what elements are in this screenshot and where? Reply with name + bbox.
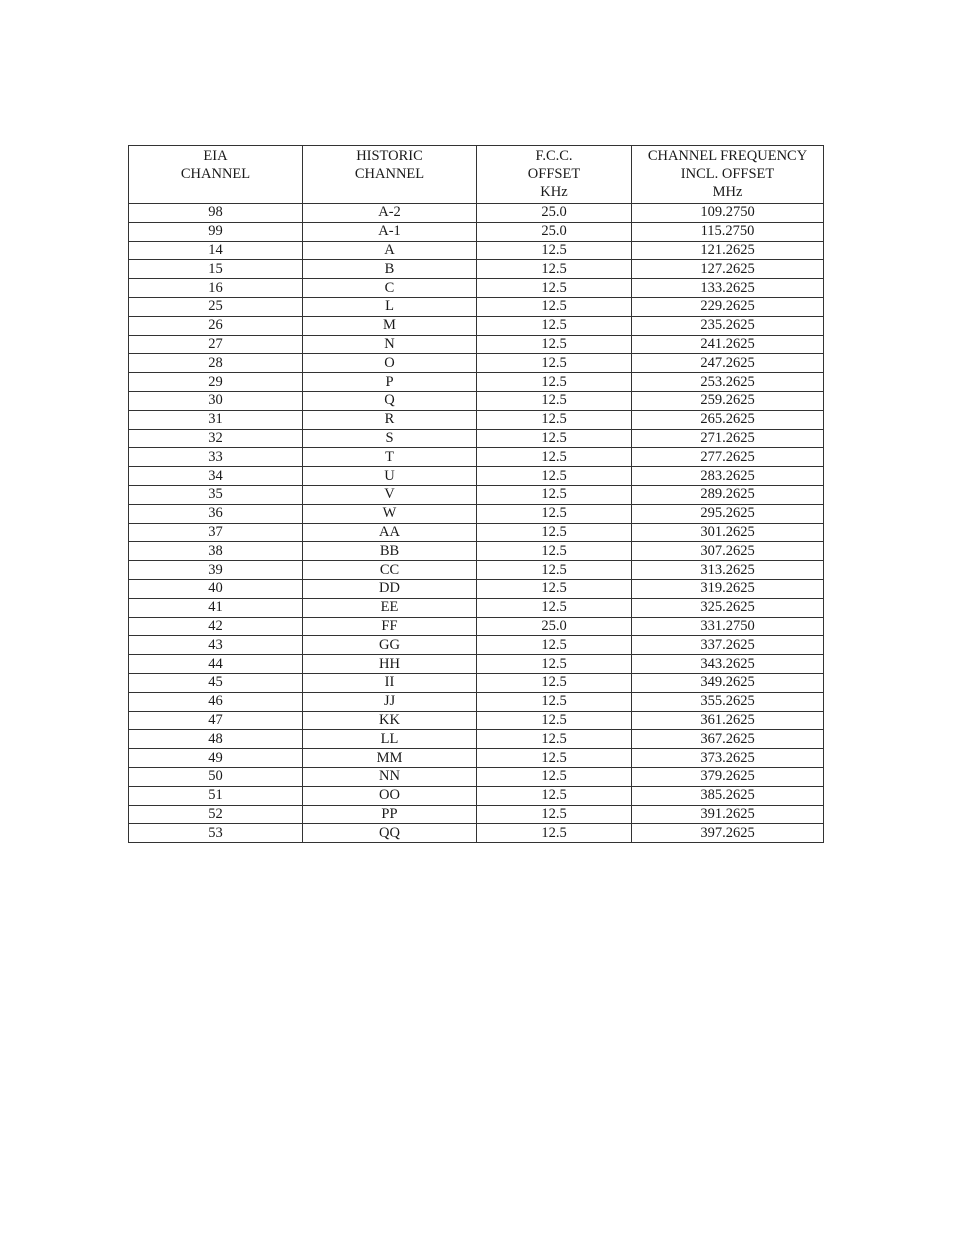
eia-channel-cell: 42 xyxy=(129,617,303,636)
historic-channel-cell: A-1 xyxy=(303,222,477,241)
table-row xyxy=(129,561,824,580)
historic-channel-cell: V xyxy=(303,485,477,504)
table-row xyxy=(129,391,824,410)
historic-channel-cell: S xyxy=(303,429,477,448)
fcc-offset-cell: 12.5 xyxy=(477,805,632,824)
table-header xyxy=(129,146,824,204)
header-line: KHz xyxy=(540,184,568,200)
fcc-offset-cell: 12.5 xyxy=(477,749,632,768)
fcc-offset-cell: 12.5 xyxy=(477,297,632,316)
frequency-cell: 313.2625 xyxy=(632,561,824,580)
historic-channel-cell: W xyxy=(303,504,477,523)
frequency-cell: 277.2625 xyxy=(632,448,824,467)
frequency-cell: 229.2625 xyxy=(632,297,824,316)
historic-channel-cell: C xyxy=(303,279,477,298)
table-row xyxy=(129,749,824,768)
fcc-offset-cell: 12.5 xyxy=(477,673,632,692)
historic-channel-cell: L xyxy=(303,297,477,316)
frequency-cell: 265.2625 xyxy=(632,410,824,429)
frequency-cell: 115.2750 xyxy=(632,222,824,241)
header-line: F.C.C. xyxy=(535,148,573,164)
eia-channel-cell: 27 xyxy=(129,335,303,354)
eia-channel-cell: 29 xyxy=(129,373,303,392)
historic-channel-cell: JJ xyxy=(303,692,477,711)
channel-frequency-table xyxy=(128,145,824,843)
eia-channel-cell: 37 xyxy=(129,523,303,542)
frequency-cell: 373.2625 xyxy=(632,749,824,768)
fcc-offset-cell: 12.5 xyxy=(477,335,632,354)
fcc-offset-cell: 12.5 xyxy=(477,655,632,674)
eia-channel-cell: 99 xyxy=(129,222,303,241)
table-row xyxy=(129,354,824,373)
historic-channel-cell: GG xyxy=(303,636,477,655)
historic-channel-cell: Q xyxy=(303,391,477,410)
eia-channel-cell: 48 xyxy=(129,730,303,749)
fcc-offset-cell: 12.5 xyxy=(477,260,632,279)
fcc-offset-cell: 12.5 xyxy=(477,730,632,749)
table-row xyxy=(129,655,824,674)
header-line: CHANNEL xyxy=(180,166,251,182)
table-row xyxy=(129,579,824,598)
eia-channel-cell: 16 xyxy=(129,279,303,298)
fcc-offset-cell: 12.5 xyxy=(477,429,632,448)
frequency-cell: 271.2625 xyxy=(632,429,824,448)
historic-channel-cell: DD xyxy=(303,579,477,598)
eia-channel-cell: 52 xyxy=(129,805,303,824)
fcc-offset-cell: 12.5 xyxy=(477,579,632,598)
header-line: MHz xyxy=(712,184,743,200)
historic-channel-cell: N xyxy=(303,335,477,354)
eia-channel-cell: 31 xyxy=(129,410,303,429)
table-row xyxy=(129,805,824,824)
eia-channel-cell: 45 xyxy=(129,673,303,692)
table-row xyxy=(129,335,824,354)
historic-channel-header xyxy=(303,146,477,204)
frequency-cell: 121.2625 xyxy=(632,241,824,260)
fcc-offset-cell: 12.5 xyxy=(477,504,632,523)
table-row xyxy=(129,485,824,504)
historic-channel-cell: EE xyxy=(303,598,477,617)
eia-channel-cell: 25 xyxy=(129,297,303,316)
fcc-offset-cell: 25.0 xyxy=(477,617,632,636)
frequency-cell: 319.2625 xyxy=(632,579,824,598)
table-row xyxy=(129,542,824,561)
historic-channel-cell: QQ xyxy=(303,824,477,843)
fcc-offset-cell: 12.5 xyxy=(477,373,632,392)
frequency-cell: 253.2625 xyxy=(632,373,824,392)
eia-channel-cell: 36 xyxy=(129,504,303,523)
fcc-offset-cell: 12.5 xyxy=(477,711,632,730)
fcc-offset-cell: 12.5 xyxy=(477,767,632,786)
frequency-cell: 295.2625 xyxy=(632,504,824,523)
fcc-offset-cell: 12.5 xyxy=(477,692,632,711)
table-row xyxy=(129,373,824,392)
historic-channel-cell: NN xyxy=(303,767,477,786)
eia-channel-cell: 43 xyxy=(129,636,303,655)
fcc-offset-cell: 12.5 xyxy=(477,561,632,580)
fcc-offset-cell: 25.0 xyxy=(477,204,632,223)
historic-channel-cell: T xyxy=(303,448,477,467)
eia-channel-cell: 28 xyxy=(129,354,303,373)
frequency-cell: 133.2625 xyxy=(632,279,824,298)
frequency-cell: 289.2625 xyxy=(632,485,824,504)
fcc-offset-cell: 12.5 xyxy=(477,279,632,298)
table-row xyxy=(129,279,824,298)
table-row xyxy=(129,467,824,486)
fcc-offset-cell: 12.5 xyxy=(477,410,632,429)
eia-channel-cell: 34 xyxy=(129,467,303,486)
table-row xyxy=(129,692,824,711)
eia-channel-cell: 51 xyxy=(129,786,303,805)
table-row xyxy=(129,786,824,805)
frequency-cell: 301.2625 xyxy=(632,523,824,542)
table-row xyxy=(129,429,824,448)
header-row xyxy=(129,146,824,204)
frequency-cell: 343.2625 xyxy=(632,655,824,674)
table-row xyxy=(129,523,824,542)
eia-channel-cell: 38 xyxy=(129,542,303,561)
frequency-cell: 361.2625 xyxy=(632,711,824,730)
fcc-offset-cell: 12.5 xyxy=(477,448,632,467)
historic-channel-cell: OO xyxy=(303,786,477,805)
historic-channel-cell: CC xyxy=(303,561,477,580)
header-line: CHANNEL FREQUENCY xyxy=(647,148,808,164)
frequency-cell: 391.2625 xyxy=(632,805,824,824)
table-row xyxy=(129,767,824,786)
eia-channel-cell: 41 xyxy=(129,598,303,617)
fcc-offset-cell: 12.5 xyxy=(477,485,632,504)
historic-channel-cell: II xyxy=(303,673,477,692)
frequency-cell: 379.2625 xyxy=(632,767,824,786)
frequency-cell: 283.2625 xyxy=(632,467,824,486)
frequency-cell: 247.2625 xyxy=(632,354,824,373)
table-row xyxy=(129,617,824,636)
eia-channel-cell: 98 xyxy=(129,204,303,223)
eia-channel-cell: 46 xyxy=(129,692,303,711)
historic-channel-cell: AA xyxy=(303,523,477,542)
eia-channel-cell: 49 xyxy=(129,749,303,768)
table-row xyxy=(129,241,824,260)
historic-channel-cell: PP xyxy=(303,805,477,824)
fcc-offset-cell: 12.5 xyxy=(477,467,632,486)
frequency-cell: 337.2625 xyxy=(632,636,824,655)
eia-channel-header xyxy=(129,146,303,204)
table-row xyxy=(129,448,824,467)
eia-channel-cell: 26 xyxy=(129,316,303,335)
eia-channel-cell: 33 xyxy=(129,448,303,467)
eia-channel-cell: 15 xyxy=(129,260,303,279)
frequency-cell: 307.2625 xyxy=(632,542,824,561)
historic-channel-cell: MM xyxy=(303,749,477,768)
fcc-offset-cell: 12.5 xyxy=(477,542,632,561)
eia-channel-cell: 40 xyxy=(129,579,303,598)
frequency-cell: 385.2625 xyxy=(632,786,824,805)
historic-channel-cell: M xyxy=(303,316,477,335)
fcc-offset-cell: 12.5 xyxy=(477,598,632,617)
historic-channel-cell: BB xyxy=(303,542,477,561)
header-line: INCL. OFFSET xyxy=(680,166,775,182)
fcc-offset-header xyxy=(477,146,632,204)
frequency-cell: 241.2625 xyxy=(632,335,824,354)
fcc-offset-cell: 25.0 xyxy=(477,222,632,241)
eia-channel-cell: 30 xyxy=(129,391,303,410)
eia-channel-cell: 14 xyxy=(129,241,303,260)
frequency-cell: 355.2625 xyxy=(632,692,824,711)
historic-channel-cell: O xyxy=(303,354,477,373)
historic-channel-cell: U xyxy=(303,467,477,486)
table-row xyxy=(129,222,824,241)
frequency-cell: 325.2625 xyxy=(632,598,824,617)
table-row xyxy=(129,260,824,279)
frequency-cell: 367.2625 xyxy=(632,730,824,749)
eia-channel-cell: 50 xyxy=(129,767,303,786)
table-row xyxy=(129,504,824,523)
table-row xyxy=(129,297,824,316)
fcc-offset-cell: 12.5 xyxy=(477,786,632,805)
historic-channel-cell: FF xyxy=(303,617,477,636)
eia-channel-cell: 32 xyxy=(129,429,303,448)
table-row xyxy=(129,204,824,223)
historic-channel-cell: HH xyxy=(303,655,477,674)
frequency-cell: 109.2750 xyxy=(632,204,824,223)
eia-channel-cell: 39 xyxy=(129,561,303,580)
frequency-cell: 397.2625 xyxy=(632,824,824,843)
header-line: OFFSET xyxy=(527,166,581,182)
table-row xyxy=(129,316,824,335)
fcc-offset-cell: 12.5 xyxy=(477,354,632,373)
fcc-offset-cell: 12.5 xyxy=(477,316,632,335)
table-row xyxy=(129,824,824,843)
historic-channel-cell: A-2 xyxy=(303,204,477,223)
fcc-offset-cell: 12.5 xyxy=(477,241,632,260)
eia-channel-cell: 53 xyxy=(129,824,303,843)
header-line: CHANNEL xyxy=(354,166,425,182)
historic-channel-cell: LL xyxy=(303,730,477,749)
channel-frequency-header xyxy=(632,146,824,204)
historic-channel-cell: R xyxy=(303,410,477,429)
historic-channel-cell: A xyxy=(303,241,477,260)
historic-channel-cell: KK xyxy=(303,711,477,730)
table-row xyxy=(129,730,824,749)
frequency-cell: 127.2625 xyxy=(632,260,824,279)
eia-channel-cell: 44 xyxy=(129,655,303,674)
historic-channel-cell: B xyxy=(303,260,477,279)
fcc-offset-cell: 12.5 xyxy=(477,636,632,655)
table-body xyxy=(129,204,824,843)
frequency-cell: 349.2625 xyxy=(632,673,824,692)
frequency-cell: 331.2750 xyxy=(632,617,824,636)
header-line: HISTORIC xyxy=(356,148,423,164)
table-row xyxy=(129,673,824,692)
table-row xyxy=(129,636,824,655)
eia-channel-cell: 35 xyxy=(129,485,303,504)
header-line: EIA xyxy=(203,148,228,164)
table-row xyxy=(129,711,824,730)
fcc-offset-cell: 12.5 xyxy=(477,391,632,410)
historic-channel-cell: P xyxy=(303,373,477,392)
frequency-cell: 259.2625 xyxy=(632,391,824,410)
fcc-offset-cell: 12.5 xyxy=(477,523,632,542)
frequency-cell: 235.2625 xyxy=(632,316,824,335)
table-row xyxy=(129,410,824,429)
table-row xyxy=(129,598,824,617)
eia-channel-cell: 47 xyxy=(129,711,303,730)
fcc-offset-cell: 12.5 xyxy=(477,824,632,843)
